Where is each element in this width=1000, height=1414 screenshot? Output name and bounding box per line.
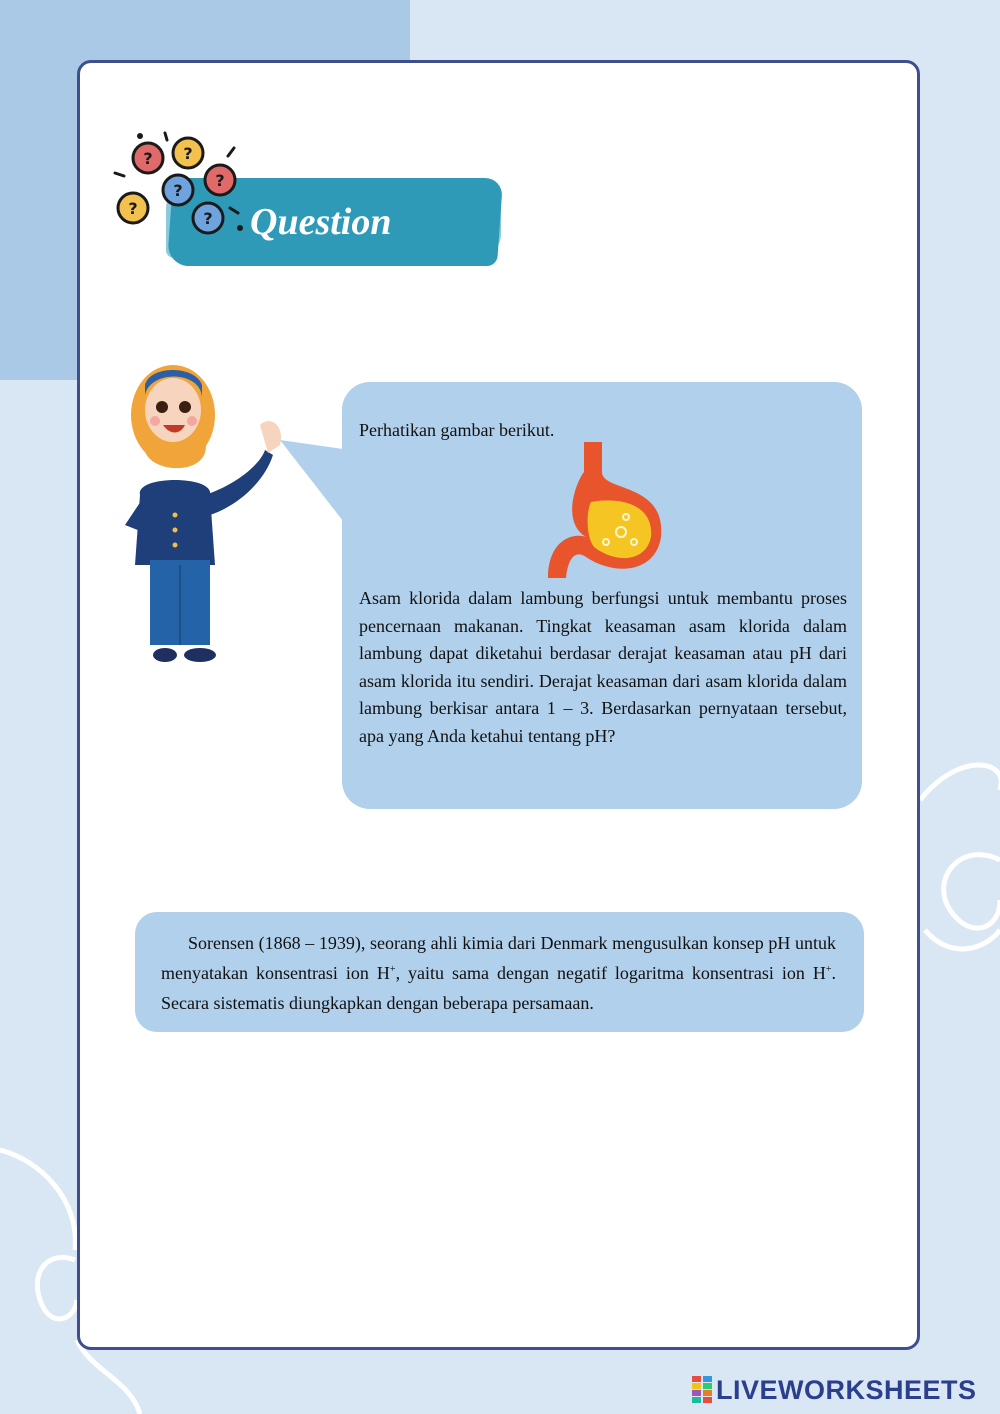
teacher-illustration xyxy=(105,355,290,675)
speech-bubble xyxy=(342,382,862,809)
speech-tail xyxy=(280,440,350,530)
svg-text:?: ? xyxy=(203,209,213,228)
speech-intro: Perhatikan gambar berikut. xyxy=(359,420,555,440)
svg-text:?: ? xyxy=(173,181,183,200)
stomach-illustration xyxy=(546,442,666,578)
svg-text:?: ? xyxy=(143,149,153,168)
question-bubbles-icon xyxy=(110,128,250,248)
liveworksheets-logo-icon xyxy=(692,1376,712,1404)
svg-text:?: ? xyxy=(215,171,225,190)
info-text xyxy=(161,928,836,1018)
svg-text:?: ? xyxy=(128,199,138,218)
info-text-part2: , yaitu sama dengan negatif logaritma konsentrasi ion H xyxy=(395,963,826,983)
liveworksheets-brand[interactable] xyxy=(692,1373,977,1407)
info-text-part3: . Secara sistematis diungkapkan dengan beberapa persamaan. xyxy=(161,963,837,1013)
question-header xyxy=(110,128,510,278)
header-title: Question xyxy=(250,201,392,243)
superscript-plus: + xyxy=(825,964,832,975)
svg-text:?: ? xyxy=(183,144,193,163)
speech-body: Asam klorida dalam lambung berfungsi untuk membantu proses pencernaan makanan. Tingkat keasaman asam klorida dalam lambung dapat diketahui berdasar derajat keasaman atau pH dari asam klorida itu sendiri. Derajat keasaman dari asam klorida dalam lambung berkisar antara 1 – 3. Berdasarkan pernyataan tersebut, apa yang Anda ketahui tentang pH? xyxy=(359,588,847,746)
info-box xyxy=(135,912,864,1032)
info-text-part1: Sorensen (1868 – 1939), seorang ahli kimia dari Denmark mengusulkan konsep pH untuk menyatakan konsentrasi ion H xyxy=(161,933,836,983)
superscript-plus: + xyxy=(389,964,396,975)
brand-name: LIVEWORKSHEETS xyxy=(716,1374,977,1405)
